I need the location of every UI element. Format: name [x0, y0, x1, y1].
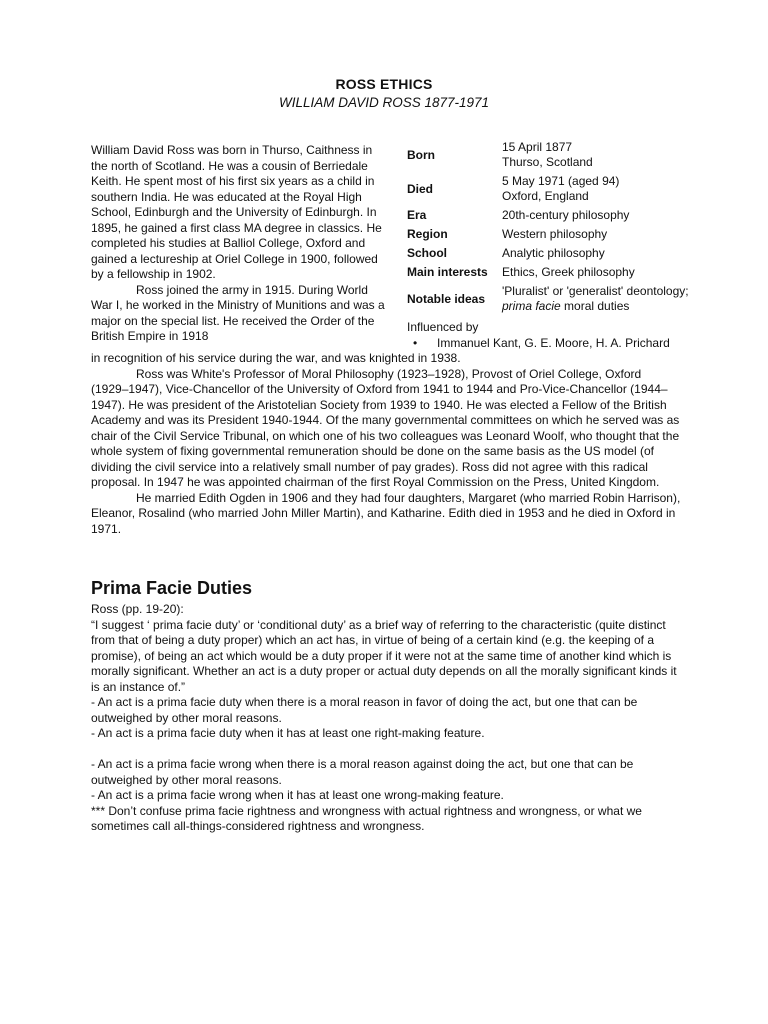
- infobox-value: [502, 172, 717, 206]
- duty-point-2: - An act is a prima facie duty when it has at least one right-making feature.: [91, 726, 485, 740]
- biography-infobox: [407, 138, 717, 351]
- bio-column: [91, 143, 391, 345]
- closing-note: *** Don’t confuse prima facie rightness and wrongness with actual rightness and wrongness, or what we sometimes call all-things-considered rightness and wrongness.: [91, 803, 642, 833]
- ross-quote: “I suggest ‘ prima facie duty’ or ‘conditional duty’ as a brief way of referring to the characteristic (quite distinct from that of being a duty proper) which an act has, in virtue of being of a certain kind (e.g. the keeping of a promise), of being an act which would be a duty proper if it were not at the same time of another kind which is morally significant. Whether an act is a duty proper or actual duty depends on all the morally significant kinds it is an instance of.”: [91, 617, 677, 694]
- infobox-table: [407, 138, 717, 316]
- spacer: [91, 742, 681, 758]
- infobox-label: Notable ideas: [407, 291, 486, 306]
- infobox-row-born: [407, 138, 717, 172]
- infobox-label: Era: [407, 208, 427, 222]
- infobox-row-died: [407, 172, 717, 206]
- page-subtitle: WILLIAM DAVID ROSS 1877-1971: [278, 95, 490, 110]
- bio-paragraph-1: William David Ross was born in Thurso, Caithness in the north of Scotland. He was a cousin of Berriedale Keith. He spent most of his first six years as a child in southern India. He was educated at the Royal High School, Edinburgh and the University of Edinburgh. In 1895, he gained a first class MA degree in classics. He completed his studies at Balliol College, Oxford and gained a lectureship at Oriel College in 1900, followed by a fellowship in 1902.: [91, 143, 382, 281]
- infobox-value: [502, 138, 717, 172]
- infobox-row-notable-ideas: [407, 282, 717, 316]
- influenced-by-label: Influenced by: [407, 320, 479, 334]
- infobox-row-region: [407, 225, 717, 244]
- influenced-by-names: Immanuel Kant, G. E. Moore, H. A. Prichard: [437, 336, 670, 350]
- bullet-icon: •: [413, 336, 418, 350]
- infobox-value-text: moral duties: [560, 299, 630, 313]
- infobox-label: Born: [407, 147, 435, 162]
- infobox-value-line: 5 May 1971 (aged 94): [502, 174, 620, 188]
- bio-paragraph-2-start: Ross joined the army in 1915. During World War I, he worked in the Ministry of Munitions and was a major on the special list. He received the Order of the British Empire in 1918: [91, 282, 385, 343]
- infobox-row-school: [407, 244, 717, 263]
- source-citation: Ross (pp. 19-20):: [91, 602, 184, 616]
- duty-point-1: - An act is a prima facie duty when there is a moral reason in favor of doing the act, but one that can be outweighed by other moral reasons.: [91, 695, 638, 725]
- infobox-value-line: 15 April 1877: [502, 140, 573, 154]
- section-heading: Prima Facie Duties: [91, 578, 253, 598]
- infobox-row-era: [407, 206, 717, 225]
- influenced-by-item: [407, 336, 717, 351]
- infobox-value: Ethics, Greek philosophy: [502, 265, 635, 279]
- infobox-value-line: [502, 299, 717, 314]
- bio-continued: [91, 351, 681, 537]
- infobox-value: Analytic philosophy: [502, 246, 605, 260]
- wrong-point-2: - An act is a prima facie wrong when it has at least one wrong-making feature.: [91, 788, 504, 802]
- infobox-label: Main interests: [407, 265, 488, 279]
- infobox-value-line: Thurso, Scotland: [502, 155, 593, 169]
- bio-paragraph-2-end: in recognition of his service during the war, and was knighted in 1938.: [91, 351, 461, 365]
- infobox-label: Died: [407, 181, 434, 196]
- infobox-value: Western philosophy: [502, 227, 608, 241]
- infobox-label: School: [407, 246, 448, 260]
- wrong-point-1: - An act is a prima facie wrong when there is a moral reason against doing the act, but one that can be outweighed by other moral reasons.: [91, 757, 634, 787]
- infobox-row-main-interests: [407, 263, 717, 282]
- infobox-value: [502, 282, 717, 316]
- infobox-value-line: 'Pluralist' or 'generalist' deontology;: [502, 284, 689, 298]
- prima-facie-section: [91, 602, 681, 835]
- bio-paragraph-3: Ross was White's Professor of Moral Philosophy (1923–1928), Provost of Oriel College, Oxford (1929–1947), Vice-Chancellor of the University of Oxford from 1941 to 1944 and Pro-Vice-Chancellor (1944–1947). He was president of the Aristotelian Society from 1939 to 1940. He was elected a Fellow of the British Academy and was its President 1940-1944. Of the many governmental committees on which he served was as chair of the Civil Service Tribunal, on which one of his two colleagues was Leonard Woolf, who thought that the whole system of fixing governmental remuneration should be done on the same basis as the US model (of dividing the civil service into a relatively small number of pay grades). Ross did not agree with this radical proposal. In 1947 he was appointed chairman of the first Royal Commission on the Press, United Kingdom.: [91, 366, 680, 489]
- page-title: ROSS ETHICS: [335, 76, 433, 92]
- infobox-label: Region: [407, 227, 448, 241]
- infobox-value: 20th-century philosophy: [502, 208, 630, 222]
- italic-term: prima facie: [502, 299, 561, 313]
- bio-paragraph-4: He married Edith Ogden in 1906 and they had four daughters, Margaret (who married Robin Harrison), Eleanor, Rosalind (who married John Miller Martin), and Katharine. Edith died in 1953 and he died in Oxford in 1971.: [91, 490, 681, 536]
- infobox-value-line: Oxford, England: [502, 189, 589, 203]
